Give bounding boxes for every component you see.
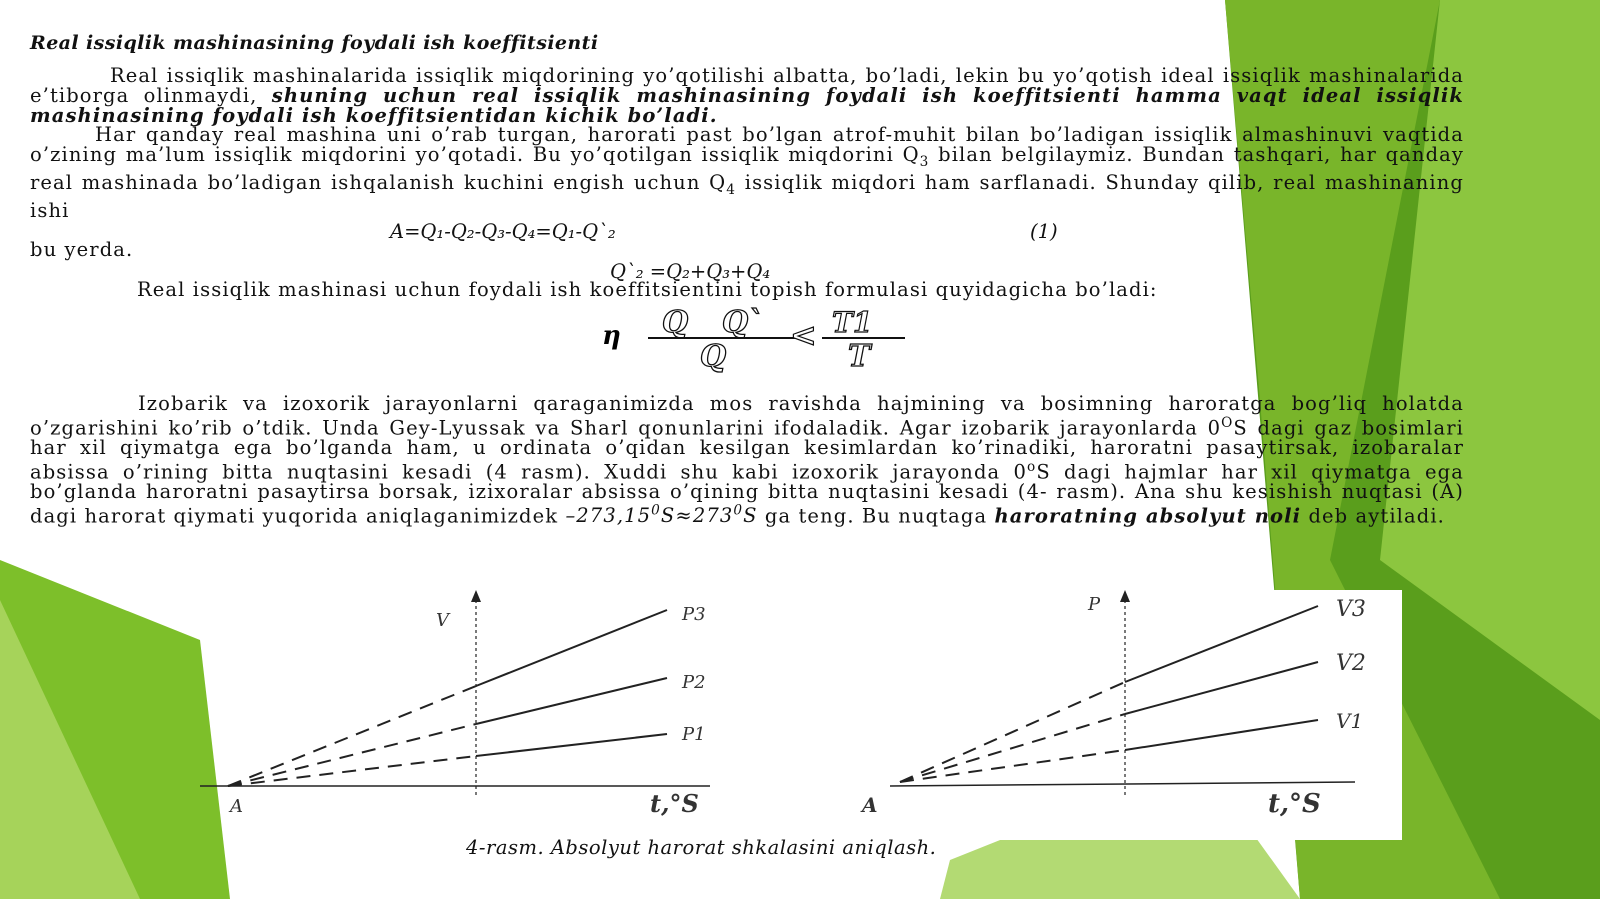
right-x-label: t,°S	[1268, 789, 1321, 819]
numerator-q-prime: Q`	[722, 304, 764, 340]
numerator-q: Q	[662, 304, 689, 340]
paragraph-1-emphasis: shuning uchun real issiqlik mashinasining foydali ish koeffitsienti hamma vaqt ideal issiqlik mashinasining foydali ish koeffitsientidan kichik bo’ladi.	[30, 83, 1464, 127]
left-line-p2-dashed	[228, 724, 476, 786]
right-line-v1	[1125, 720, 1318, 750]
left-graph	[200, 590, 710, 795]
right-line-label-v2: V2	[1336, 651, 1366, 676]
temp-part-2: S≈273	[660, 504, 734, 528]
paragraph-2-part-a: Har qanday real mashina uni o’rab turgan, harorati past bo’lgan atrof-muhit bilan bo’ladigan issiqlik almashinuvi vaqtida o’zining ma’lum issiqlik miqdorini yo’qotadi. Bu yo’qotilgan issiqlik miqdorini Q	[30, 123, 1464, 167]
q4-subscript: 4	[726, 181, 737, 198]
left-line-p3	[476, 610, 667, 686]
right-origin-label: A	[862, 793, 878, 817]
efficiency-formula	[600, 304, 920, 374]
right-graph	[890, 590, 1355, 795]
right-line-v3-dashed	[900, 682, 1125, 782]
bu-yerda-text: bu yerda.	[30, 238, 134, 262]
left-line-p1	[476, 734, 667, 756]
paragraph-4-part-c: S dagi hajmlar har xil qiymatga ega bo’glanda haroratni pasaytirsa borsak, izixoralar absissa o’qining bitta nuqtasini kesadi (4- rasm). Ana shu kesishish nuqtasi (A) dagi harorat qiymati yuqorida aniqlaganimizdek	[30, 460, 1464, 528]
left-line-p1-dashed	[228, 756, 476, 786]
formula-number: (1)	[1030, 220, 1058, 244]
slide-title: Real issiqlik mashinasining foydali ish koeffitsienti	[30, 32, 599, 54]
denominator-t: T	[848, 338, 871, 374]
right-y-arrow	[1120, 590, 1130, 602]
degree-sup-2: o	[1027, 458, 1037, 475]
eta-symbol: η	[602, 320, 621, 351]
efficiency-formula-graphic	[600, 304, 920, 374]
formula-work-row	[30, 220, 1464, 244]
numerator-t1: T1	[832, 305, 873, 339]
formula-lost-heat: Q`₂ =Q₂+Q₃+Q₄	[610, 260, 771, 284]
paragraph-2	[30, 125, 1464, 220]
figure-caption: 4-rasm. Absolyut harorat shkalasini aniqlash.	[466, 836, 937, 859]
formula-work: A=Q₁-Q₂-Q₃-Q₄=Q₁-Q`₂	[390, 220, 616, 244]
paragraph-4-part-b: S dagi gaz bosimlari har xil qiymatga ega bo’lganda ham, u ordinata o’qidan kesilgan kesimlardan ko’rinadiki, haroratni pasaytirsak, izobaralar absissa o’rining bitta nuqtasini kesadi (4 rasm). Xuddi shu kabi izoxorik jarayonda 0	[30, 416, 1465, 484]
absolute-zero-term: haroratning absolyut noli	[994, 504, 1302, 528]
figure-4-graphic	[200, 590, 1410, 840]
paragraph-4-part-d: ga teng. Bu nuqtaga	[757, 504, 995, 528]
right-line-label-v3: V3	[1336, 597, 1366, 622]
temp-sup-2: 0	[733, 502, 744, 519]
paragraph-4	[30, 391, 1465, 528]
denominator-q: Q	[700, 338, 727, 374]
left-line-label-p2: P2	[682, 672, 706, 693]
slide-content	[30, 32, 1464, 526]
paragraph-4-part-a: Izobarik va izoxorik jarayonlarni qaraganimizda mos ravishda hajmining va bosimning haroratga bog’liq holatda o’zgarishini ko’rib o’tdik. Unda Gey-Lyussak va Sharl qonunlarini ifodaladik. Agar izobarik jarayonlarda 0	[30, 391, 1464, 440]
right-line-label-v1: V1	[1336, 709, 1364, 733]
temp-sup-1: 0	[651, 502, 661, 519]
temp-part-1: –273,15	[565, 504, 652, 528]
temp-part-3: S	[743, 504, 758, 528]
paragraph-2-part-b: bilan belgilaymiz. Bundan tashqari, har qanday real mashinada bo’ladigan ishqalanish kuchini engish uchun Q	[30, 143, 1464, 194]
left-y-arrow	[471, 590, 481, 602]
absolute-zero-value	[565, 504, 757, 527]
paragraph-4-part-e: deb aytiladi.	[1301, 504, 1445, 528]
formula-lost-heat-row	[30, 260, 1464, 284]
paragraph-3: Real issiqlik mashinasi uchun foydali ish koeffitsientini topish formulasi quyidagicha bo’ladi:	[137, 278, 1158, 302]
less-than-sign: <	[790, 315, 817, 354]
right-y-label: P	[1088, 594, 1101, 615]
paragraph-1	[30, 66, 1464, 125]
degree-sup-1: O	[1221, 414, 1234, 431]
q3-subscript: 3	[919, 154, 930, 171]
paragraph-1-text: Real issiqlik mashinalarida issiqlik miqdorining yo’qotilishi albatta, bo’ladi, lekin bu yo’qotish ideal issiqlik mashinalarida e’tiborga olinmaydi,	[30, 64, 1464, 107]
left-y-label: V	[436, 610, 449, 631]
right-x-axis	[890, 782, 1355, 786]
figure-4	[200, 590, 1410, 840]
left-line-label-p1: P1	[682, 724, 706, 745]
left-line-label-p3: P3	[682, 604, 706, 625]
left-line-p2	[476, 678, 667, 724]
right-line-v1-dashed	[900, 750, 1125, 782]
left-origin-label: A	[230, 796, 243, 817]
paragraph-2-part-c: issiqlik miqdori ham sarflanadi. Shunday qilib, real mashinaning ishi	[30, 170, 1464, 222]
left-x-label: t,°S	[650, 789, 699, 818]
right-line-v2-dashed	[900, 714, 1125, 782]
